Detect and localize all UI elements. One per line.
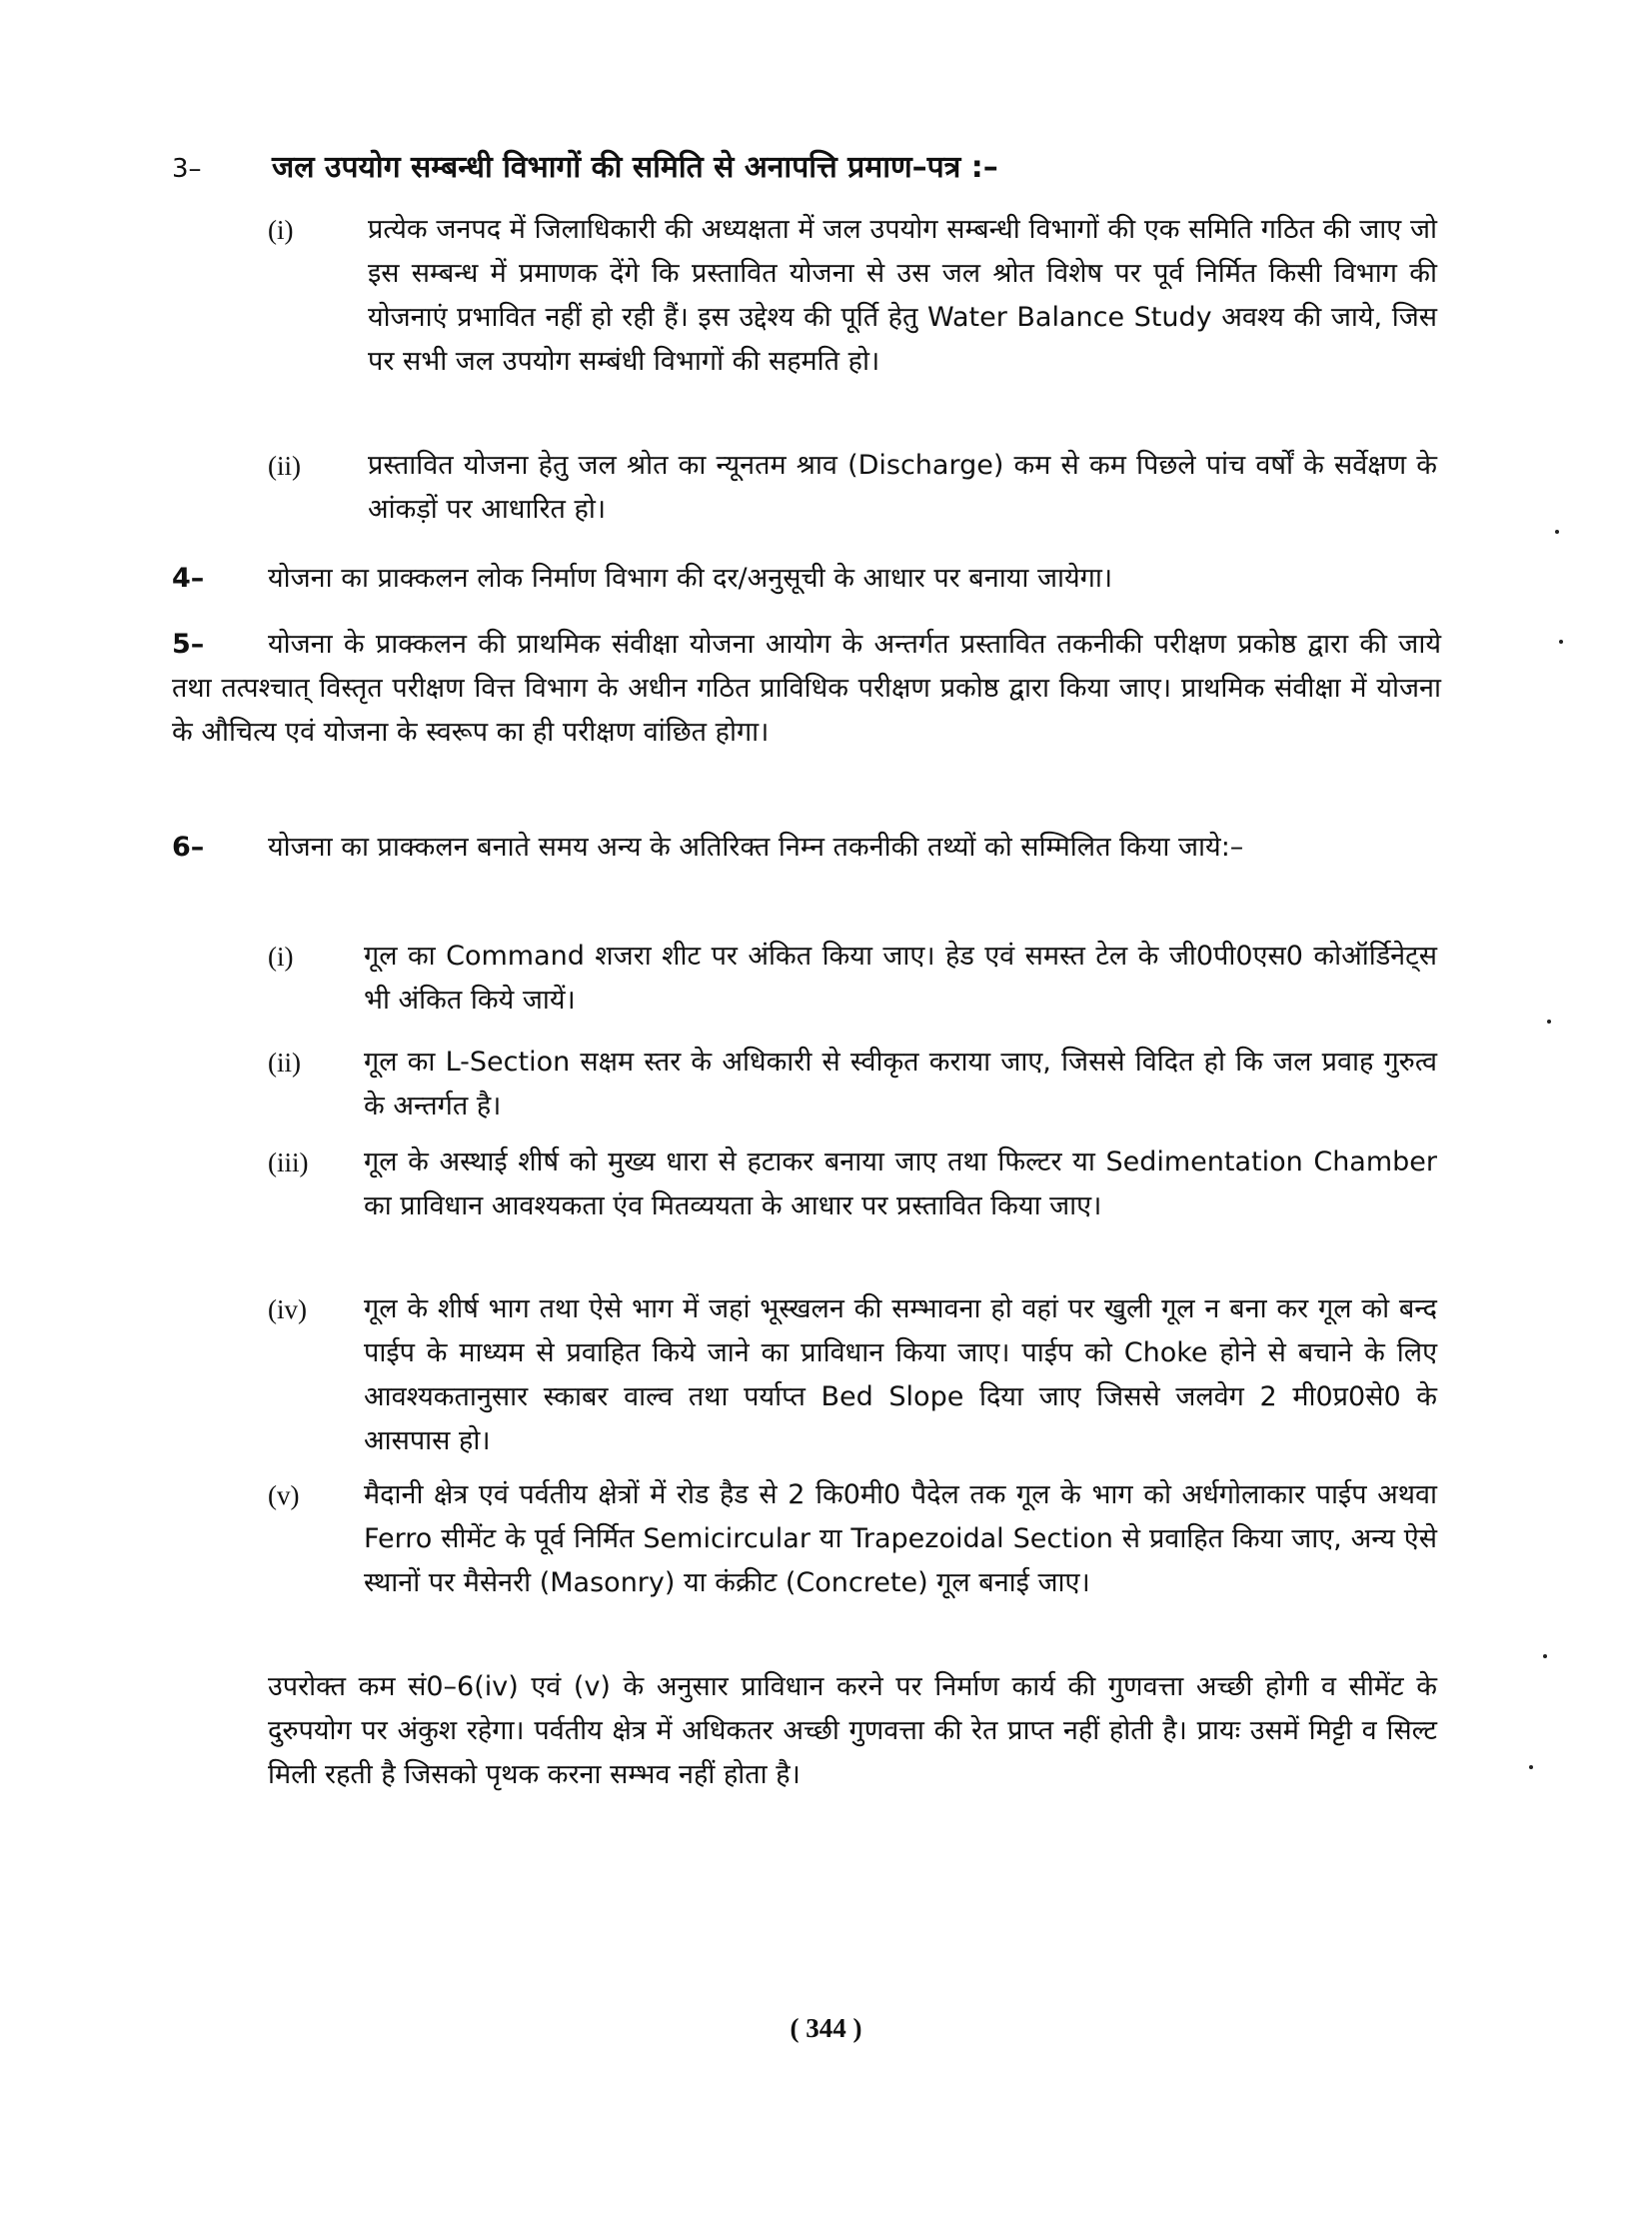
scan-speck bbox=[1543, 1654, 1547, 1658]
section-6-item-v bbox=[268, 1473, 1437, 1653]
section-6-text: योजना का प्राक्कलन बनाते समय अन्य के अतिरिक्त निम्न तकनीकी तथ्यों को सम्मिलित किया जाये:– bbox=[268, 832, 1244, 863]
item-marker: (v) bbox=[268, 1480, 300, 1510]
item-text: गूल का L-Section सक्षम स्तर के अधिकारी से स्वीकृत कराया जाए, जिससे विदित हो कि जल प्रवाह गुरुत्व के अन्तर्गत है। bbox=[364, 1047, 1437, 1121]
item-marker: (iv) bbox=[268, 1294, 307, 1324]
item-text: प्रस्तावित योजना हेतु जल श्रोत का न्यूनतम श्राव (Discharge) कम से कम पिछले पांच वर्षों के सर्वेक्षण के आंकड़ों पर आधारित हो। bbox=[368, 450, 1437, 525]
scan-speck bbox=[1559, 640, 1563, 644]
section-6-item-iii bbox=[268, 1140, 1437, 1274]
item-text: गूल के अस्थाई शीर्ष को मुख्य धारा से हटाकर बनाया जाए तथा फिल्टर या Sedimentation Chamber का प्राविधान आवश्यकता एंव मितव्ययता के आधार पर प्रस्तावित किया जाए। bbox=[364, 1146, 1437, 1221]
item-text: गूल के शीर्ष भाग तथा ऐसे भाग में जहां भूस्खलन की सम्भावना हो वहां पर खुली गूल न बना कर गूल को बन्द पाईप के माध्यम से प्रवाहित किये जाने का प्राविधान किया जाए। पाईप को Choke होने से बचाने के लिए आवश्यकतानुसार स्काबर वाल्व तथा पर्याप्त Bed Slope दिया जाए जिससे जलवेग 2 मी0प्र0से0 के आसपास हो। bbox=[364, 1293, 1437, 1456]
item-text: प्रत्येक जनपद में जिलाधिकारी की अध्यक्षता में जल उपयोग सम्बन्धी विभागों की एक समिति गठित की जाए जो इस सम्बन्ध में प्रमाणक देंगे कि प्रस्तावित योजना से उस जल श्रोत विशेष पर पूर्व निर्मित किसी विभाग की योजनाएं प्रभावित नहीं हो रही हैं। इस उद्देश्य की पूर्ति हेतु Water Balance Study अवश्य की जाये, जिस पर सभी जल उपयोग सम्बंधी विभागों की सहमति हो। bbox=[368, 214, 1437, 377]
item-marker: (ii) bbox=[268, 1048, 301, 1078]
section-3-item-ii bbox=[268, 444, 1437, 534]
item-text: गूल का Command शजरा शीट पर अंकित किया जाए। हेड एवं समस्त टेल के जी0पी0एस0 कोऑर्डिनेट्स भी अंकित किये जायें। bbox=[364, 941, 1437, 1016]
section-6-item-ii bbox=[268, 1041, 1437, 1130]
section-3-item-i bbox=[268, 208, 1437, 428]
section-5 bbox=[172, 623, 1441, 755]
item-text: मैदानी क्षेत्र एवं पर्वतीय क्षेत्रों में रोड हैड से 2 कि0मी0 पैदेल तक गूल के भाग को अर्धगोलाकार पाईप अथवा Ferro सीमेंट के पूर्व निर्मित Semicircular या Trapezoidal Section से प्रवाहित किया जाए, अन्य ऐसे स्थानों पर मैसेनरी (Masonry) या कंक्रीट (Concrete) गूल बनाई जाए। bbox=[364, 1479, 1437, 1598]
section-3-number: 3– bbox=[172, 154, 202, 184]
section-4-number: 4– bbox=[172, 563, 205, 594]
item-marker: (iii) bbox=[268, 1147, 309, 1177]
page-number: ( 344 ) bbox=[790, 2013, 862, 2043]
item-marker: (i) bbox=[268, 942, 294, 972]
scan-speck bbox=[1547, 1020, 1551, 1024]
scan-speck bbox=[1529, 1765, 1533, 1769]
section-4-text: योजना का प्राक्कलन लोक निर्माण विभाग की दर/अनुसूची के आधार पर बनाया जायेगा। bbox=[268, 563, 1113, 594]
section-3-title: जल उपयोग सम्बन्धी विभागों की समिति से अनापत्ति प्रमाण–पत्र :– bbox=[272, 150, 998, 185]
section-5-text: योजना के प्राक्कलन की प्राथमिक संवीक्षा योजना आयोग के अन्तर्गत प्रस्तावित तकनीकी परीक्षण प्रकोष्ठ द्वारा की जाये तथा तत्पश्चात् विस्तृत परीक्षण वित्त विभाग के अधीन गठित प्राविधिक परीक्षण प्रकोष्ठ द्वारा किया जाए। प्राथमिक संवीक्षा में योजना के औचित्य एवं योजना के स्वरूप का ही परीक्षण वांछित होगा। bbox=[172, 629, 1441, 748]
section-5-number: 5– bbox=[172, 629, 205, 660]
item-marker: (i) bbox=[268, 215, 294, 245]
section-6-number: 6– bbox=[172, 832, 205, 863]
section-6-item-iv bbox=[268, 1287, 1437, 1463]
section-6 bbox=[172, 826, 1441, 870]
section-4 bbox=[172, 557, 1441, 601]
section-6-item-i bbox=[268, 935, 1437, 1025]
section-3-heading bbox=[172, 146, 1451, 191]
item-marker: (ii) bbox=[268, 451, 301, 481]
closing-paragraph: उपरोक्त कम सं0–6(iv) एवं (v) के अनुसार प्राविधान करने पर निर्माण कार्य की गुणवत्ता अच्छी होगी व सीमेंट के दुरुपयोग पर अंकुश रहेगा। पर्वतीय क्षेत्र में अधिकतर अच्छी गुणवत्ता की रेत प्राप्त नहीं होती है। प्रायः उसमें मिट्टी व सिल्ट मिली रहती है जिसको पृथक करना सम्भव नहीं होता है। bbox=[268, 1671, 1437, 1790]
scan-speck bbox=[1555, 530, 1559, 534]
